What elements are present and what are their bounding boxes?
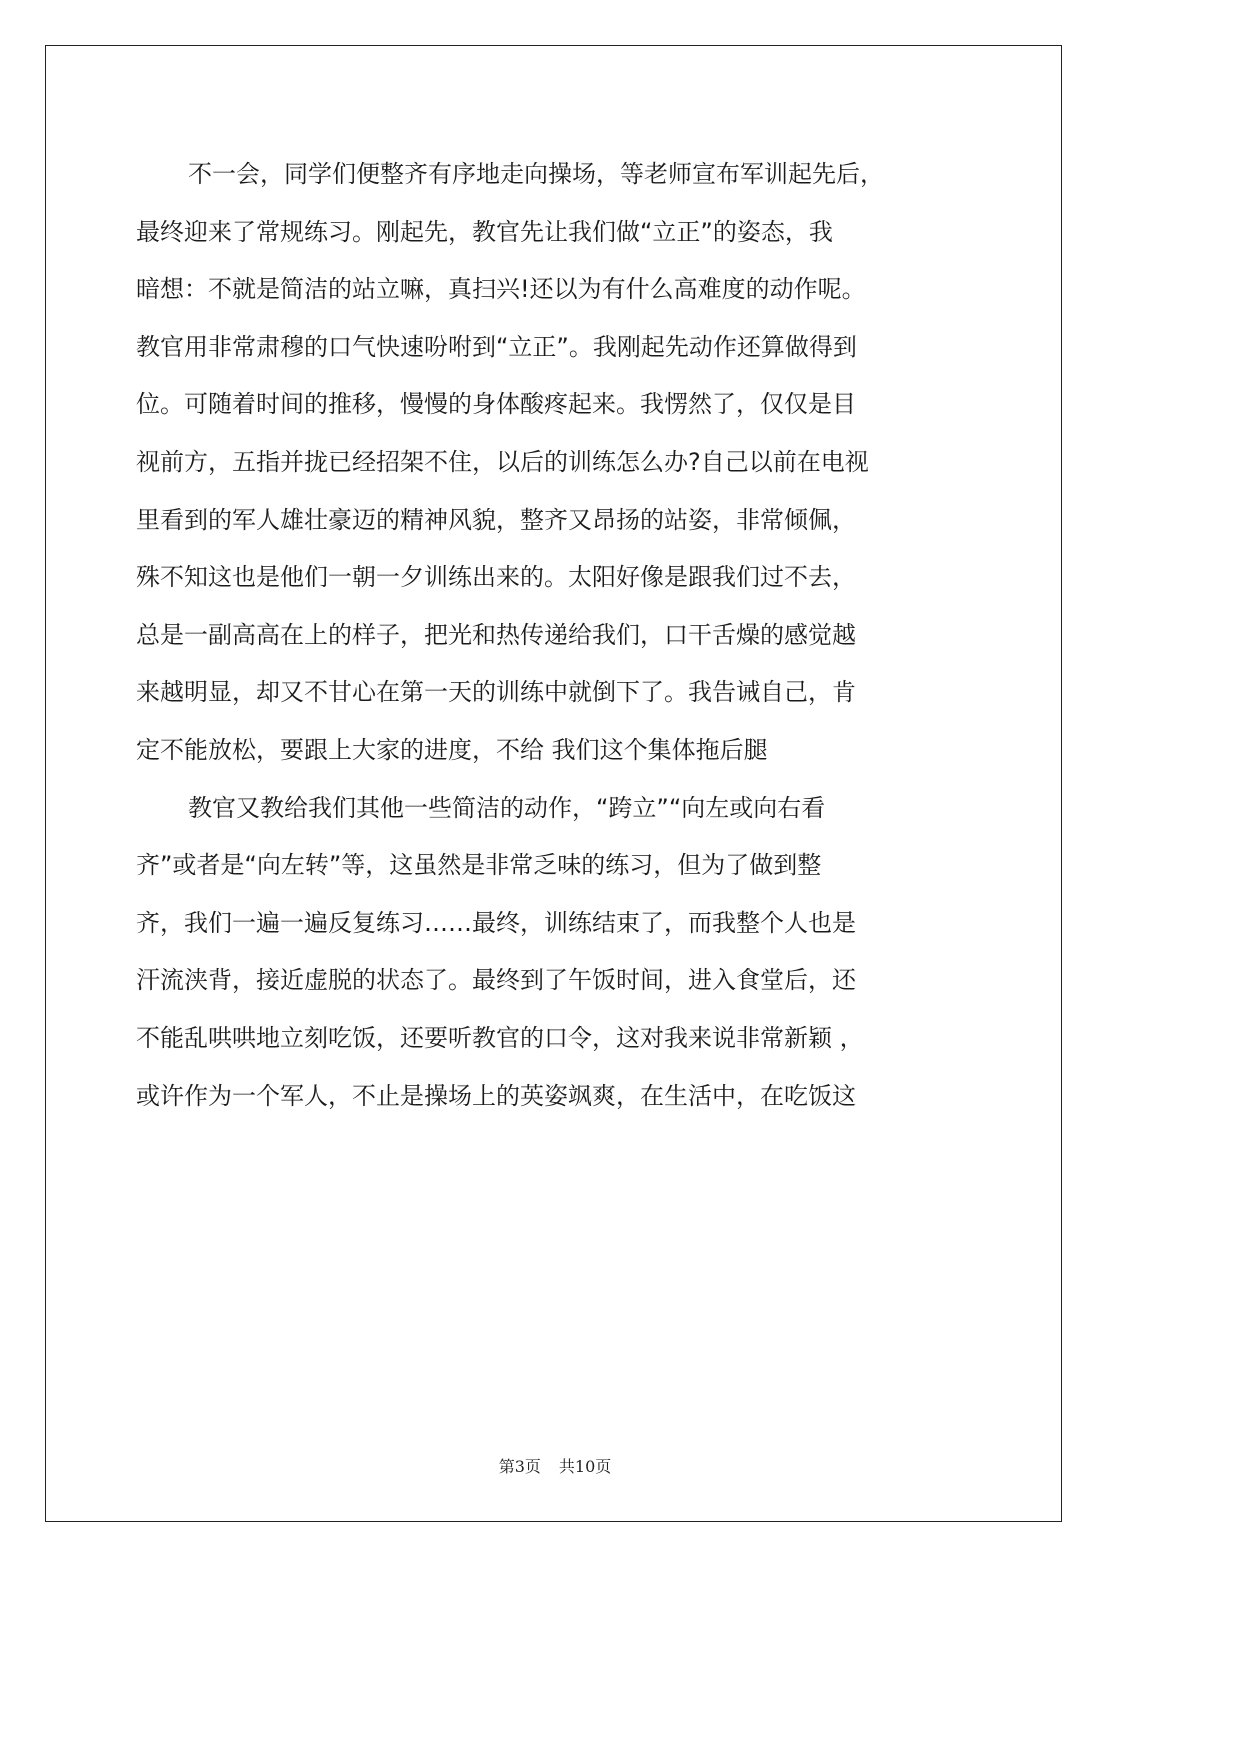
paragraph-2-line: 齐”或者是“向左转”等，这虽然是非常乏味的练习，但为了做到整 [136, 851, 822, 880]
paragraph-1-line: 位。可随着时间的推移，慢慢的身体酸疼起来。我愣然了，仅仅是目 [136, 390, 856, 419]
paragraph-1-line: 最终迎来了常规练习。刚起先，教官先让我们做“立正”的姿态，我 [136, 217, 833, 246]
paragraph-1-line: 来越明显，却又不甘心在第一天的训练中就倒下了。我告诫自己，肯 [136, 678, 856, 707]
document-body [136, 146, 986, 1125]
paragraph-1-line: 暗想：不就是简洁的站立嘛，真扫兴!还以为有什么高难度的动作呢。 [136, 275, 866, 304]
paragraph-2-line: 教官又教给我们其他一些简洁的动作，“跨立”“向左或向右看 [188, 793, 826, 822]
paragraph-2-line: 齐，我们一遍一遍反复练习……最终，训练结束了，而我整个人也是 [136, 908, 856, 937]
paragraph-1-line: 殊不知这也是他们一朝一夕训练出来的。太阳好像是跟我们过不去， [136, 563, 856, 592]
paragraph-1-line: 教官用非常肃穆的口气快速吩咐到“立正”。我刚起先动作还算做得到 [136, 332, 857, 361]
paragraph-1-line: 定不能放松，要跟上大家的进度，不给 我们这个集体拖后腿 [136, 735, 768, 764]
paragraph-1-line: 总是一副高高在上的样子，把光和热传递给我们，口干舌燥的感觉越 [136, 620, 856, 649]
page-footer [0, 1454, 1110, 1477]
paragraph-1-line: 视前方，五指并拢已经招架不住，以后的训练怎么办?自己以前在电视 [136, 447, 869, 476]
page-total: 共10页 [558, 1457, 612, 1476]
paragraph-2-line: 汗流浃背，接近虚脱的状态了。最终到了午饭时间，进入食堂后，还 [136, 966, 856, 995]
paragraph-2-line: 或许作为一个军人，不止是操场上的英姿飒爽，在生活中，在吃饭这 [136, 1081, 856, 1110]
paragraph-1-line: 里看到的军人雄壮豪迈的精神风貌，整齐又昂扬的站姿，非常倾佩， [136, 505, 856, 534]
paragraph-1-line: 不一会，同学们便整齐有序地走向操场，等老师宣布军训起先后， [188, 160, 884, 188]
paragraph-2-line: 不能乱哄哄地立刻吃饭，还要听教官的口令，这对我来说非常新颖 ， [136, 1023, 864, 1052]
page-number: 第3页 [498, 1457, 541, 1476]
